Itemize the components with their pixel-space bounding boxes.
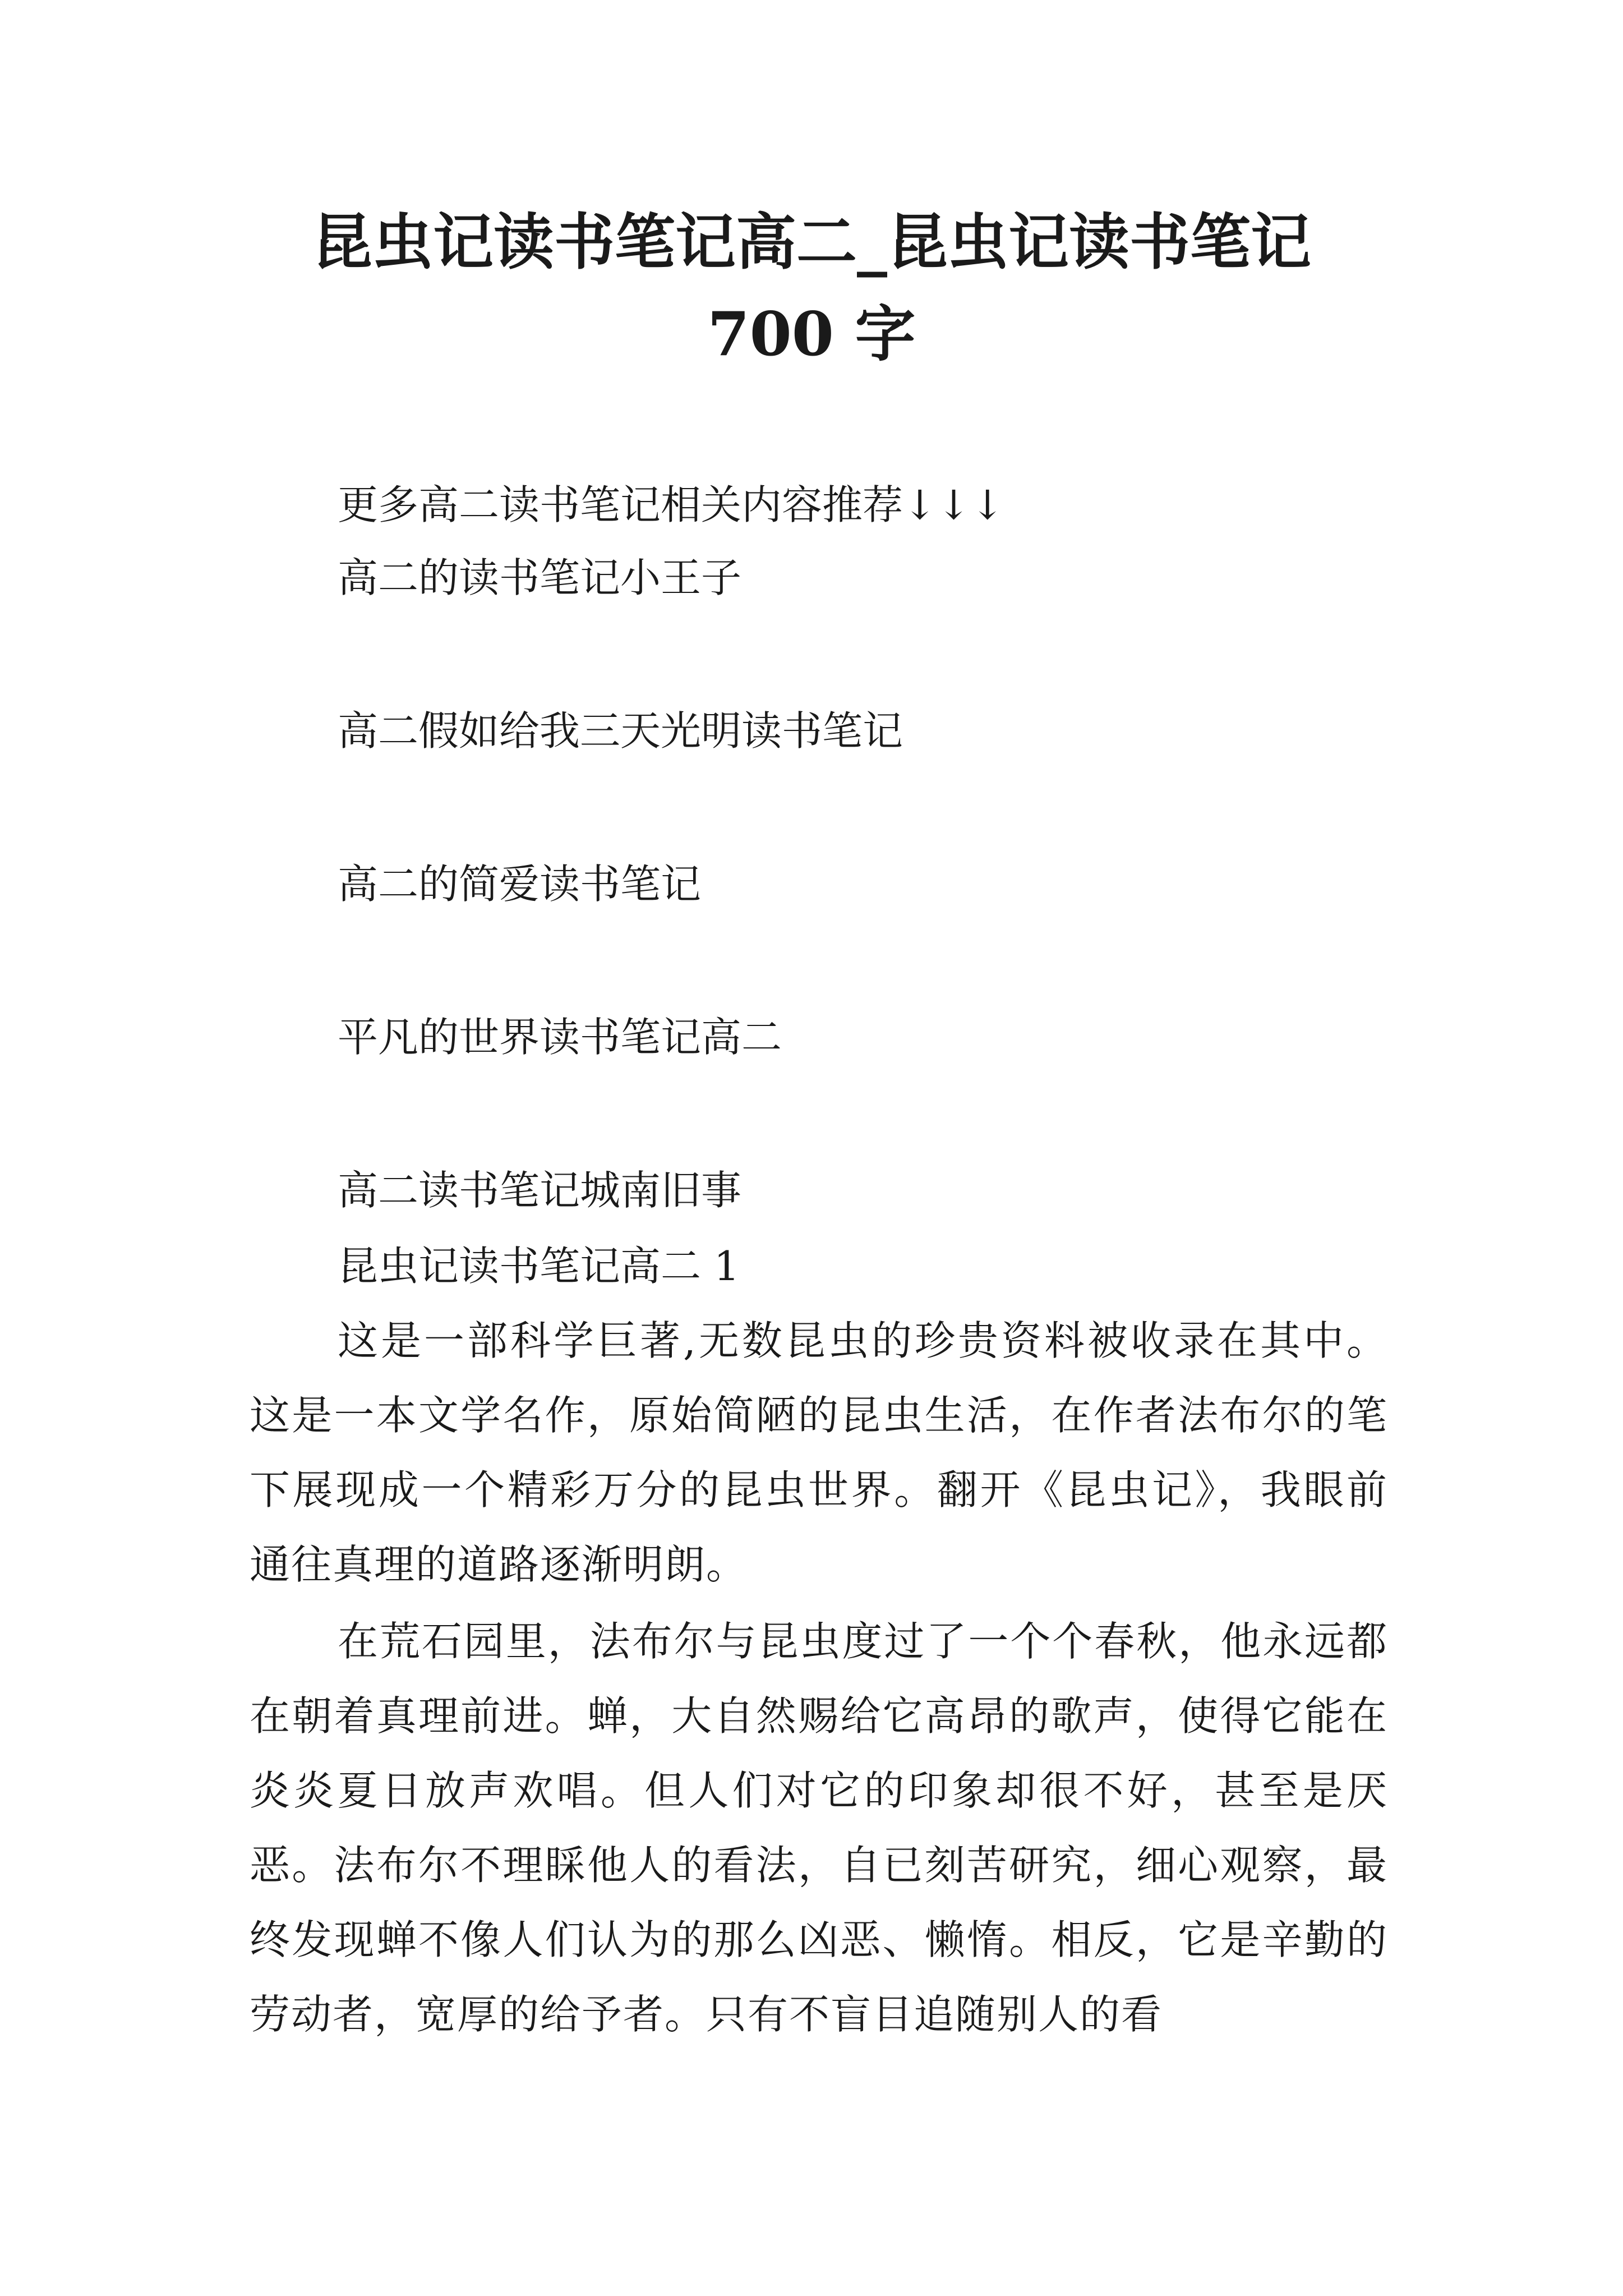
- recommend-link-2[interactable]: 高二假如给我三天光明读书笔记: [338, 707, 903, 754]
- document-title: 昆虫记读书笔记高二_昆虫记读书笔记 700 字: [311, 207, 1311, 370]
- recommend-link-3[interactable]: 高二的简爱读书笔记: [338, 861, 702, 908]
- recommend-header: 更多高二读书笔记相关内容推荐↓↓↓: [338, 481, 1004, 528]
- body-paragraph-1: 这是一部科学巨著,无数昆虫的珍贵资料被收录在其中。这是一本文学名作，原始简陋的昆虫生活，在作者法布尔的笔下展现成一个精彩万分的昆虫世界。翻开《昆虫记》，我眼前通往真理的道路逐渐明朗。: [250, 1317, 1388, 1588]
- body-paragraph-2: 在荒石园里，法布尔与昆虫度过了一个个春秋，他永远都在朝着真理前进。蝉，大自然赐给它高昂的歌声，使得它能在炎炎夏日放声欢唱。但人们对它的印象却很不好，甚至是厌恶。法布尔不理睬他人的看法，自已刻苦研究，细心观察，最终发现蝉不像人们认为的那么凶恶、懒惰。相反，它是辛勤的劳动者，宽厚的给予者。只有不盲目追随别人的看: [250, 1618, 1388, 2038]
- recommend-link-5[interactable]: 高二读书笔记城南旧事: [338, 1167, 742, 1214]
- recommend-link-1[interactable]: 高二的读书笔记小王子: [338, 554, 742, 601]
- section-heading: 昆虫记读书笔记高二 1: [338, 1243, 740, 1290]
- recommend-link-4[interactable]: 平凡的世界读书笔记高二: [338, 1014, 782, 1061]
